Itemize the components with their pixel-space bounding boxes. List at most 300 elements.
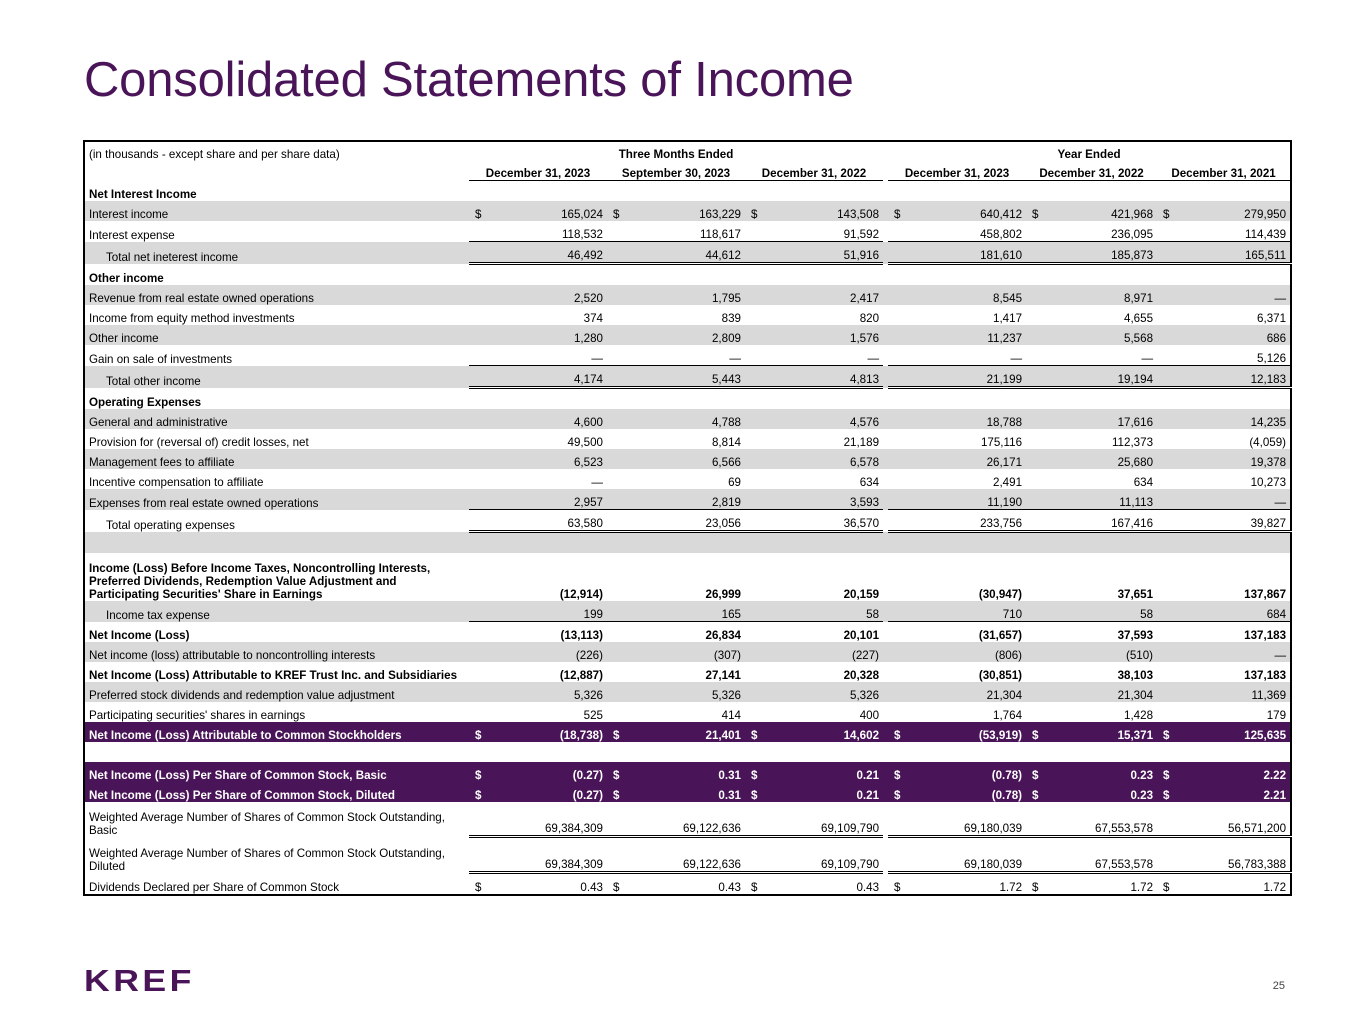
row-label: Net Income (Loss) Attributable to Common Stockholders	[84, 722, 464, 742]
value-cell: 199	[469, 601, 607, 622]
value-cell: 4,813	[745, 366, 883, 388]
spacer-cell	[745, 742, 883, 762]
value-cell	[469, 264, 607, 286]
value-cell: (226)	[469, 642, 607, 662]
row-label: Income from equity method investments	[89, 312, 295, 325]
row-label: Net Interest Income	[89, 188, 197, 201]
currency-symbol: $	[613, 881, 620, 894]
value: 2.22	[1263, 769, 1287, 782]
value-cell: —	[1026, 345, 1157, 366]
value-cell: 167,416	[1026, 510, 1157, 532]
currency-symbol: $	[751, 729, 758, 742]
value-cell: 1,417	[993, 312, 1023, 325]
row-equity-income	[84, 305, 1291, 325]
value-cell	[469, 782, 607, 802]
spacer-cell	[888, 742, 1026, 762]
currency-symbol: $	[475, 881, 482, 894]
value-cell: 8,814	[711, 436, 741, 449]
value-cell	[469, 873, 607, 896]
income-statement-table	[83, 140, 1292, 896]
currency-symbol: $	[613, 208, 620, 221]
value-cell: 634	[859, 476, 880, 489]
spacer-cell	[1157, 532, 1291, 554]
value: 0.21	[856, 769, 880, 782]
value-cell	[469, 201, 607, 221]
value: 0.31	[718, 769, 741, 782]
row-reo-expenses	[84, 489, 1291, 510]
value: (0.78)	[991, 769, 1023, 782]
value-cell: 2,417	[745, 285, 883, 305]
value-cell: 39,827	[1157, 510, 1291, 532]
value-cell	[1026, 762, 1157, 782]
row-pref-div	[84, 682, 1291, 702]
value-cell	[745, 782, 883, 802]
value-cell: 56,783,388	[1157, 837, 1291, 873]
value: (0.27)	[572, 769, 603, 782]
value-cell: —	[1157, 489, 1291, 510]
row-label: Management fees to affiliate	[84, 449, 464, 469]
value-cell	[607, 722, 745, 742]
value-cell: 686	[1157, 325, 1291, 345]
currency-symbol: $	[751, 769, 758, 782]
row-label: Dividends Declared per Share of Common Stock	[89, 881, 340, 894]
header-date-row	[84, 161, 1291, 181]
value-cell: 5,126	[1157, 345, 1291, 366]
value-cell: 118,617	[607, 221, 745, 242]
value-cell: 36,570	[745, 510, 883, 532]
value-cell: 21,304	[1026, 682, 1157, 702]
value-cell: 4,600	[469, 409, 607, 429]
value-cell: 11,237	[888, 325, 1026, 345]
value-cell: 2,491	[993, 476, 1023, 489]
value-cell	[888, 388, 1026, 410]
value-cell: 69,180,039	[888, 837, 1026, 873]
value-cell: 69,122,636	[607, 802, 745, 837]
column-header: September 30, 2023	[607, 161, 745, 181]
value-cell: 414	[721, 709, 741, 722]
value-cell	[1157, 782, 1291, 802]
value-cell	[1157, 181, 1291, 202]
value-cell: 8,545	[888, 285, 1026, 305]
value-cell: 56,571,200	[1157, 802, 1291, 837]
row-label	[84, 802, 464, 837]
row-nii-header	[84, 181, 1291, 202]
value-cell	[607, 782, 745, 802]
value-cell: (806)	[888, 642, 1026, 662]
value-cell: 67,553,578	[1026, 837, 1157, 873]
currency-symbol: $	[613, 789, 620, 802]
value-cell: 137,183	[1244, 669, 1287, 682]
currency-symbol: $	[1163, 769, 1170, 782]
value-cell: 820	[859, 312, 880, 325]
row-shares-basic	[84, 802, 1291, 837]
header-spacer	[84, 161, 464, 181]
row-label-line: Participating Securities' Share in Earnings	[89, 588, 323, 601]
value: 1.72	[1130, 881, 1154, 894]
row-label: Expenses from real estate owned operations	[84, 489, 464, 510]
currency-symbol: $	[1032, 789, 1039, 802]
value-cell: (510)	[1026, 642, 1157, 662]
value-cell: 2,957	[469, 489, 607, 510]
row-label-line: Diluted	[89, 859, 126, 873]
row-label: Provision for (reversal of) credit losses, net	[89, 436, 309, 449]
spacer-row	[84, 742, 1291, 762]
value-cell	[888, 722, 1026, 742]
value-cell	[1157, 388, 1291, 410]
row-shares-diluted	[84, 837, 1291, 873]
value-cell: 839	[721, 312, 741, 325]
value-cell: 19,378	[1157, 449, 1291, 469]
currency-symbol: $	[1163, 881, 1170, 894]
currency-symbol: $	[1163, 729, 1170, 742]
value-cell: (13,113)	[560, 629, 603, 642]
value-cell: 20,328	[843, 669, 880, 682]
currency-symbol: $	[751, 789, 758, 802]
value-cell: 458,802	[888, 221, 1026, 242]
value-cell: 2,819	[607, 489, 745, 510]
value-cell: 69,109,790	[745, 837, 883, 873]
value-cell: 5,326	[469, 682, 607, 702]
row-label	[84, 553, 464, 601]
row-label: Total other income	[84, 366, 464, 388]
value: 0.43	[856, 881, 880, 894]
value-cell: 236,095	[1026, 221, 1157, 242]
column-header: December 31, 2023	[888, 161, 1026, 181]
row-label: Other income	[84, 325, 464, 345]
currency-symbol: $	[475, 789, 482, 802]
value-cell: 37,593	[1117, 629, 1154, 642]
row-part-sec	[84, 702, 1291, 722]
value-cell: 179	[1266, 709, 1287, 722]
value-cell: 3,593	[745, 489, 883, 510]
currency-symbol: $	[1163, 208, 1170, 221]
column-header: December 31, 2021	[1157, 161, 1291, 181]
value-cell	[607, 264, 745, 286]
value-cell: 49,500	[567, 436, 603, 449]
value-cell	[607, 762, 745, 782]
value-cell: 181,610	[888, 242, 1026, 264]
currency-symbol: $	[894, 769, 901, 782]
value-cell: 1,764	[993, 709, 1023, 722]
value-cell: 6,523	[469, 449, 607, 469]
value: 2.21	[1263, 789, 1287, 802]
value-cell: 165	[607, 601, 745, 622]
row-label: Operating Expenses	[89, 396, 202, 409]
value: 0.43	[718, 881, 741, 894]
value-cell	[469, 722, 607, 742]
value-cell: 19,194	[1026, 366, 1157, 388]
value-cell: 69,180,039	[888, 802, 1026, 837]
value-cell: 5,568	[1026, 325, 1157, 345]
row-total-nii	[84, 242, 1291, 264]
value-cell: 69,384,309	[469, 837, 607, 873]
value: 21,401	[705, 729, 741, 742]
value-cell: 710	[888, 601, 1026, 622]
value-cell: (30,947)	[978, 588, 1023, 601]
row-total-opex	[84, 510, 1291, 532]
value-cell: 58	[1026, 601, 1157, 622]
row-label: Other income	[89, 272, 164, 285]
value: 1.72	[999, 881, 1023, 894]
value-cell: 374	[583, 312, 603, 325]
currency-symbol: $	[894, 729, 901, 742]
row-label: Net Income (Loss) Per Share of Common Stock, Diluted	[84, 782, 464, 802]
value-cell	[1026, 388, 1157, 410]
value-cell: 233,756	[888, 510, 1026, 532]
row-dividends	[84, 873, 1291, 896]
value: 640,412	[980, 208, 1023, 221]
row-nci	[84, 642, 1291, 662]
row-label: Net Income (Loss)	[89, 629, 190, 642]
value-cell: 2,520	[469, 285, 607, 305]
value-cell: (227)	[745, 642, 883, 662]
value-cell: 4,788	[607, 409, 745, 429]
page-title: Consolidated Statements of Income	[84, 53, 854, 107]
value-cell	[469, 388, 607, 410]
value-cell	[1157, 201, 1291, 221]
row-label: Participating securities' shares in earnings	[89, 709, 306, 722]
row-label: Incentive compensation to affiliate	[89, 476, 264, 489]
row-other-income	[84, 325, 1291, 345]
value-cell	[607, 873, 745, 896]
currency-symbol: $	[894, 881, 901, 894]
row-mgmt-fees	[84, 449, 1291, 469]
value: (0.78)	[991, 789, 1023, 802]
spacer-cell	[1026, 532, 1157, 554]
value: 143,508	[837, 208, 880, 221]
value-cell: 1,280	[469, 325, 607, 345]
value-cell: 26,834	[705, 629, 741, 642]
value-cell	[745, 181, 883, 202]
value-cell	[745, 388, 883, 410]
value-cell: 5,326	[745, 682, 883, 702]
value-cell: 185,873	[1026, 242, 1157, 264]
value: 279,950	[1244, 208, 1287, 221]
row-incentive	[84, 469, 1291, 489]
value-cell: 2,809	[607, 325, 745, 345]
value: 0.21	[856, 789, 880, 802]
value-cell	[1026, 873, 1157, 896]
value-cell: —	[1157, 642, 1291, 662]
value-cell: 91,592	[745, 221, 883, 242]
value-cell: 6,371	[1257, 312, 1287, 325]
value-cell: 400	[859, 709, 880, 722]
value: (18,738)	[559, 729, 603, 742]
value-cell	[1026, 722, 1157, 742]
value-cell	[469, 762, 607, 782]
row-net-income	[84, 622, 1291, 643]
row-label: Interest expense	[89, 228, 175, 242]
currency-symbol: $	[894, 789, 901, 802]
spacer-cell	[745, 532, 883, 554]
value-cell	[745, 762, 883, 782]
row-eps-basic	[84, 762, 1291, 782]
value-cell: 8,971	[1026, 285, 1157, 305]
currency-symbol: $	[475, 769, 482, 782]
row-label-line: Basic	[89, 823, 118, 837]
row-g-and-a	[84, 409, 1291, 429]
value-cell	[607, 181, 745, 202]
value: 1.72	[1263, 881, 1287, 894]
row-provision	[84, 429, 1291, 449]
value-cell	[1157, 264, 1291, 286]
row-ni-common	[84, 722, 1291, 742]
currency-symbol: $	[475, 208, 482, 221]
row-label: Net Income (Loss) Per Share of Common Stock, Basic	[84, 762, 464, 782]
value: 14,602	[843, 729, 880, 742]
value-cell: 6,578	[745, 449, 883, 469]
value-cell: 18,788	[888, 409, 1026, 429]
value-cell: 11,113	[1026, 489, 1157, 510]
value-cell: 69,384,309	[469, 802, 607, 837]
value-cell: 114,439	[1157, 221, 1291, 242]
value-cell	[607, 388, 745, 410]
value-cell: 37,651	[1117, 588, 1154, 601]
value: 0.23	[1130, 789, 1154, 802]
value-cell	[469, 181, 607, 202]
currency-symbol: $	[1032, 881, 1039, 894]
value-cell: 5,443	[607, 366, 745, 388]
row-label: Income tax expense	[84, 601, 464, 622]
row-opex-header	[84, 388, 1291, 410]
value-cell: (4,059)	[1249, 436, 1287, 449]
row-label-line: Preferred Dividends, Redemption Value Adjustment and	[89, 575, 397, 588]
row-total-oi	[84, 366, 1291, 388]
row-interest-income	[84, 201, 1291, 221]
value-cell: 175,116	[980, 436, 1023, 449]
spacer-cell	[1157, 742, 1291, 762]
page-number: 25	[1272, 980, 1285, 992]
spacer-row	[84, 532, 1291, 554]
row-label: Preferred stock dividends and redemption value adjustment	[84, 682, 464, 702]
value-cell	[1026, 264, 1157, 286]
row-label: Net income (loss) attributable to noncontrolling interests	[84, 642, 464, 662]
value-cell: 1,428	[1124, 709, 1154, 722]
value-cell: 525	[583, 709, 603, 722]
value-cell: 12,183	[1157, 366, 1291, 388]
value-cell	[888, 181, 1026, 202]
value-cell	[888, 264, 1026, 286]
value-cell	[1026, 782, 1157, 802]
value-cell: 10,273	[1250, 476, 1287, 489]
currency-symbol: $	[751, 208, 758, 221]
value: (0.27)	[572, 789, 603, 802]
row-oi-header	[84, 264, 1291, 286]
column-header: December 31, 2023	[469, 161, 607, 181]
row-label: Net Income (Loss) Attributable to KREF Trust Inc. and Subsidiaries	[89, 669, 458, 682]
row-gain-sale	[84, 345, 1291, 366]
value-cell: —	[888, 345, 1026, 366]
value-cell	[888, 762, 1026, 782]
currency-symbol: $	[1032, 729, 1039, 742]
value: 421,968	[1111, 208, 1154, 221]
value-cell: 11,369	[1157, 682, 1291, 702]
value-cell	[888, 201, 1026, 221]
value-cell: 23,056	[607, 510, 745, 532]
value-cell	[1026, 181, 1157, 202]
spacer-cell	[888, 532, 1026, 554]
value-cell: 118,532	[469, 221, 607, 242]
row-label: Interest income	[84, 201, 464, 221]
value-cell: (12,914)	[559, 588, 603, 601]
value-cell	[745, 201, 883, 221]
value-cell: 67,553,578	[1026, 802, 1157, 837]
value-cell	[1157, 762, 1291, 782]
row-label	[84, 837, 464, 873]
value-cell: 4,655	[1124, 312, 1154, 325]
currency-symbol: $	[613, 769, 620, 782]
value: 0.43	[580, 881, 603, 894]
row-interest-expense	[84, 221, 1291, 242]
value-cell: 46,492	[469, 242, 607, 264]
spacer-cell	[469, 742, 607, 762]
value: 165,024	[561, 208, 603, 221]
spacer-cell	[607, 532, 745, 554]
value-cell: 51,916	[745, 242, 883, 264]
value-cell: (12,887)	[559, 669, 603, 682]
value-cell: 11,190	[888, 489, 1026, 510]
value-cell: 21,189	[843, 436, 880, 449]
value-cell: 4,576	[745, 409, 883, 429]
value-cell: 26,171	[888, 449, 1026, 469]
value-cell: 38,103	[1117, 669, 1154, 682]
value-cell: 1,576	[745, 325, 883, 345]
row-label: Gain on sale of investments	[89, 352, 233, 366]
currency-symbol: $	[1032, 208, 1039, 221]
unit-note: (in thousands - except share and per share data)	[89, 148, 340, 161]
value-cell: 14,235	[1157, 409, 1291, 429]
value-cell: 21,304	[888, 682, 1026, 702]
row-label-line: Income (Loss) Before Income Taxes, Noncontrolling Interests,	[89, 562, 431, 575]
value: 0.31	[718, 789, 741, 802]
value-cell: 21,199	[888, 366, 1026, 388]
currency-symbol: $	[1032, 769, 1039, 782]
spacer-cell	[84, 742, 464, 762]
value-cell: 17,616	[1026, 409, 1157, 429]
value-cell: 27,141	[705, 669, 741, 682]
value-cell: 1,795	[607, 285, 745, 305]
row-eps-diluted	[84, 782, 1291, 802]
value: 163,229	[699, 208, 741, 221]
value-cell: —	[591, 476, 603, 489]
value-cell: 634	[1133, 476, 1154, 489]
value: 125,635	[1244, 729, 1287, 742]
currency-symbol: $	[894, 208, 901, 221]
value-cell: 5,326	[607, 682, 745, 702]
column-header: December 31, 2022	[745, 161, 883, 181]
value: (53,919)	[978, 729, 1023, 742]
value: 15,371	[1117, 729, 1154, 742]
currency-symbol: $	[475, 729, 482, 742]
row-tax	[84, 601, 1291, 622]
value-cell	[1157, 873, 1291, 896]
value-cell: —	[745, 345, 883, 366]
value-cell: 165,511	[1157, 242, 1291, 264]
row-ni-kref	[84, 662, 1291, 682]
row-reo-revenue	[84, 285, 1291, 305]
value-cell: 20,101	[843, 629, 880, 642]
row-label: General and administrative	[84, 409, 464, 429]
value-cell: 58	[745, 601, 883, 622]
value-cell	[888, 873, 1026, 896]
value-cell	[607, 201, 745, 221]
value-cell: 4,174	[469, 366, 607, 388]
value-cell: 137,183	[1244, 629, 1287, 642]
spacer-cell	[84, 532, 464, 554]
value-cell	[745, 722, 883, 742]
value-cell: 6,566	[607, 449, 745, 469]
value-cell: 20,159	[843, 588, 880, 601]
